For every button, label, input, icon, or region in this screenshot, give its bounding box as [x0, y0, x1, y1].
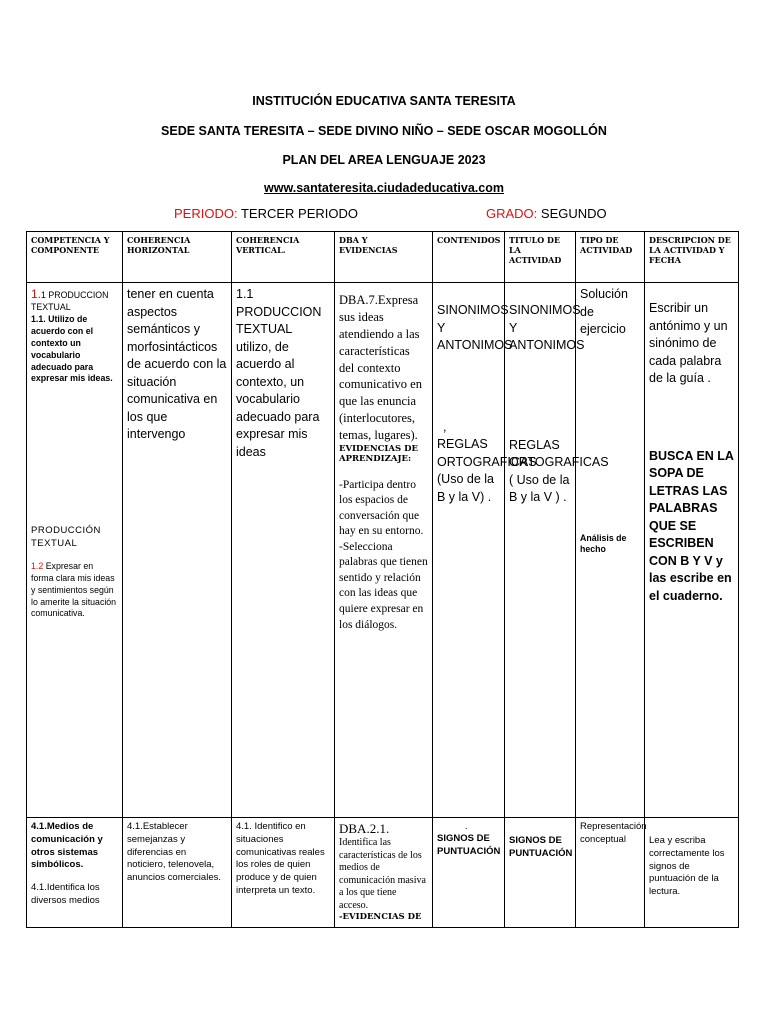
cell-dba — [335, 283, 433, 818]
periodo-value: TERCER PERIODO — [240, 206, 358, 221]
institution-title: INSTITUCIÓN EDUCATIVA SANTA TERESITA — [252, 94, 516, 108]
tipo-2: Análisis de hecho — [580, 532, 627, 555]
vertical-text: 1.1 PRODUCCION TEXTUAL utilizo, de acuerdo al contexto, un vocabulario adecuado para expresar mis ideas — [236, 287, 322, 459]
cell-vertical — [232, 283, 335, 818]
cell-competencia — [27, 818, 123, 928]
cell-contenidos — [433, 283, 537, 818]
titulo: SIGNOS DE PUNTUACIÓN — [509, 835, 573, 859]
descripcion: Lea y escriba correctamente los signos de puntuación de la lectura. — [649, 835, 725, 898]
plan-title: PLAN DEL AREA LENGUAJE 2023 — [282, 153, 486, 167]
comp2-number: 1.2 — [31, 560, 44, 571]
evidencia-2: -Selecciona palabras que tienen sentido y relación con las ideas que quiere expresar en los diálogos. — [339, 540, 428, 631]
descripcion-1: Escribir un antónimo y un sinónimo de cada palabra de la guía . — [649, 301, 728, 385]
comp2-text: Expresar en forma clara mis ideas y sentimientos según lo amerite la situación comunicativa. — [31, 560, 117, 619]
periodo-label: PERIODO: — [174, 206, 238, 221]
cell-vertical — [232, 818, 335, 928]
comp-title: 1 PRODUCCION TEXTUAL — [31, 290, 109, 313]
comp-text: 1.1. Utilizo de acuerdo con el contexto un vocabulario adecuado para expresar mis ideas. — [31, 314, 113, 384]
titulo-1: SINONIMOS Y ANTONIMOS — [509, 303, 585, 352]
dba-text: Identifica las características de los medios de comunicación masiva a los que tiene acceso. — [339, 837, 426, 911]
grado-value: SEGUNDO — [540, 206, 607, 221]
cell-tipo — [576, 818, 645, 928]
horizontal-text: 4.1.Establecer semejanzas y diferencias en noticiero, telenovela, anuncios comerciales. — [127, 821, 221, 884]
periodo-line — [174, 206, 358, 221]
sedes-line: SEDE SANTA TERESITA – SEDE DIVINO NIÑO – SEDE OSCAR MOGOLLÓN — [161, 124, 607, 138]
vertical-text: 4.1. Identifico en situaciones comunicativas reales los roles de quien produce y de quien interpreta un texto. — [236, 821, 325, 897]
evidencias-title: -EVIDENCIAS DE — [339, 912, 422, 922]
col-header-competencia: COMPETENCIA Y COMPONENTE — [27, 232, 123, 283]
website-link[interactable]: www.santateresita.ciudadeducativa.com — [264, 181, 504, 195]
tipo-1: Solución de ejercicio — [580, 287, 628, 336]
col-header-descripcion: DESCRIPCION DE LA ACTIVIDAD Y FECHA — [645, 232, 739, 283]
descripcion-2: BUSCA EN LA SOPA DE LETRAS LAS PALABRAS QUE SE ESCRIBEN CON B Y V y las escribe en el cuaderno. — [649, 448, 734, 603]
comp2-title: PRODUCCIÓN TEXTUAL — [31, 525, 101, 550]
contenido-mark: , — [443, 419, 447, 434]
tipo: Representación conceptual — [580, 821, 647, 845]
col-header-horizontal: COHERENCIA HORIZONTAL — [123, 232, 232, 283]
cell-contenidos — [433, 818, 505, 928]
cell-competencia — [27, 283, 123, 818]
plan-table — [26, 231, 739, 928]
grado-line — [486, 206, 607, 221]
col-header-titulo: TITULO DE LA ACTIVIDAD — [505, 232, 576, 283]
table-header-row — [27, 232, 739, 283]
cell-titulo — [505, 818, 576, 928]
dba-text: DBA.7.Expresa sus ideas atendiendo a las características del contexto comunicativo en que las enuncia (interlocutores, temas, lugares). — [339, 293, 422, 442]
contenido-1: SINONIMOS Y ANTONIMOS — [437, 303, 513, 352]
comp-title: 4.1.Medios de comunicación y otros sistemas simbólicos. — [31, 821, 103, 871]
evidencia-1: -Participa dentro los espacios de conversación que hay en su entorno. — [339, 478, 424, 538]
comp-text: 4.1.Identifica los diversos medios — [31, 882, 100, 907]
table-row — [27, 818, 739, 928]
titulo-2: REGLAS ORTOGRAFICAS ( Uso de la B y la V ) . — [509, 437, 609, 504]
cell-dba — [335, 818, 433, 928]
cell-tipo — [576, 283, 645, 818]
contenido: SIGNOS DE PUNTUACIÓN — [437, 832, 501, 857]
comp-number: 1. — [31, 287, 42, 301]
cell-descripcion — [645, 283, 739, 818]
horizontal-text: tener en cuenta aspectos semánticos y morfosintácticos de acuerdo con la situación comunicativa en los que intervengo — [127, 287, 227, 441]
dba-title: DBA.2.1. — [339, 821, 390, 836]
col-header-dba: DBA Y EVIDENCIAS — [335, 232, 433, 283]
col-header-contenidos: CONTENIDOS — [433, 232, 505, 283]
evidencias-title: EVIDENCIAS DE APRENDIZAJE: — [339, 443, 418, 464]
col-header-tipo: TIPO DE ACTIVIDAD — [576, 232, 645, 283]
contenido-mark: . — [465, 821, 468, 831]
cell-descripcion — [645, 818, 739, 928]
contenido-2: REGLAS ORTOGRAFICAS (Uso de la B y la V) . — [437, 437, 537, 504]
grado-label: GRADO: — [486, 206, 538, 221]
cell-horizontal — [123, 283, 232, 818]
col-header-vertical: COHERENCIA VERTICAL. — [232, 232, 335, 283]
table-row — [27, 283, 739, 818]
cell-horizontal — [123, 818, 232, 928]
